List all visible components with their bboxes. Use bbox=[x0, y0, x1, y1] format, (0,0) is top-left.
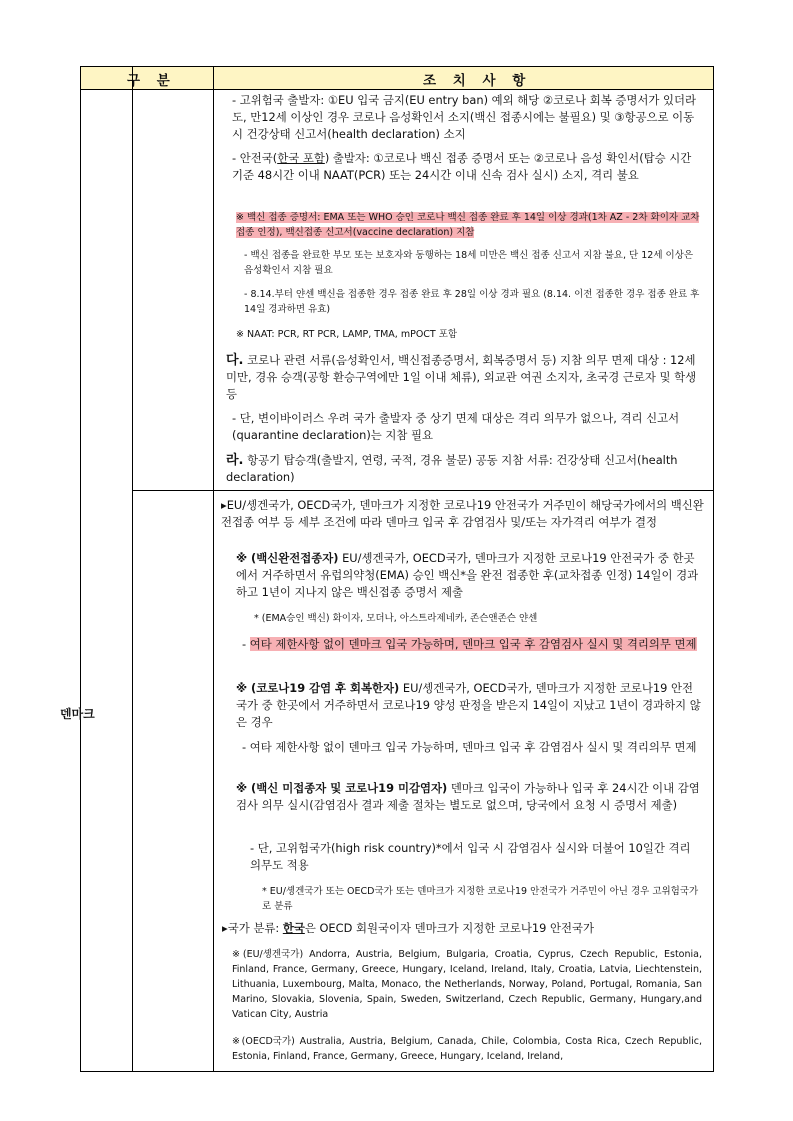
high-risk-departure-text: - 고위험국 출발자: ①EU 입국 금지(EU entry ban) 예외 해당 ②코로나 회복 증명서가 있더라도, 만12세 이상인 경우 코로나 음성확인서 소지(백신 접종시에는 불필요) 및 ③항공으로 이동시 건강상태 신고서(health declaration) 소지 bbox=[232, 93, 697, 141]
high-risk-quarantine-text: - 단, 고위험국가(high risk country)*에서 입국 시 감염검사 실시와 더불어 10일간 격리 의무도 적용 bbox=[250, 841, 695, 872]
country-classification-text: ▸국가 분류: 한국은 OECD 회원국이자 덴마크가 지정한 코로나19 안전국가 bbox=[222, 921, 595, 935]
table-header bbox=[81, 67, 713, 90]
vaccinated-result-text: - 여타 제한사항 없이 덴마크 입국 가능하며, 덴마크 입국 후 감염검사 실시 및 격리의무 면제 bbox=[242, 637, 697, 651]
eu-schengen-list: ※(EU/솅겐국가) Andorra, Austria, Belgium, Bulgaria, Croatia, Cyprus, Czech Republic, Estonia, Finland, France, Germany, Greece, Hungary, Iceland, Ireland, Italy, Croatia, Latvia, Liechtenstein, Lithuania, Luxembourg, Malta, Monaco, the Netherlands, Norway, Poland, Portugal, Romania, San Marino, Slovakia, Slovenia, Spain, Sweden, Switzerland, Czech Republic, Germany, Hungary,and Vatican City, Austria bbox=[232, 949, 706, 1020]
row-divider bbox=[132, 490, 713, 491]
naat-note: ※ NAAT: PCR, RT PCR, LAMP, TMA, mPOCT 포함 bbox=[236, 329, 458, 340]
country-label: 덴마크 bbox=[60, 707, 95, 721]
high-risk-definition-note: * EU/솅겐국가 또는 OECD국가 또는 덴마크가 지정한 코로나19 안전국가 거주민이 아닌 경우 고위험국가로 분류 bbox=[262, 886, 699, 912]
column-divider-2 bbox=[213, 67, 214, 1071]
variant-country-text: - 단, 변이바이러스 우려 국가 출발자 중 상기 면제 대상은 격리 의무가 없으나, 격리 신고서(quarantine declaration)는 지참 필요 bbox=[232, 411, 680, 442]
janssen-note: - 8.14.부터 얀센 백신을 접종한 경우 접종 완료 후 28일 이상 경과 필요 (8.14. 이전 접종한 경우 접종 완료 후 14일 경과하면 유효) bbox=[244, 289, 703, 315]
ema-vaccines-note: * (EMA승인 백신) 화이자, 모더나, 아스트라제네카, 존슨앤존슨 얀센 bbox=[254, 613, 538, 624]
minor-exemption-note: - 백신 접종을 완료한 부모 또는 보호자와 동행하는 18세 미만은 백신 접종 신고서 지참 불요, 단 12세 이상은 음성확인서 지참 필요 bbox=[244, 250, 697, 276]
common-documents-paragraph: 라. 항공기 탑승객(출발지, 연령, 국적, 경유 불문) 공동 지참 서류: 건강상태 신고서(health declaration) bbox=[226, 453, 682, 484]
oecd-list: ※(OECD국가) Australia, Austria, Belgium, Canada, Chile, Colombia, Costa Rica, Czech Republic, Estonia, Finland, France, Germany, Greece, Hungary, Iceland, Ireland, bbox=[232, 1036, 706, 1062]
denmark-intro-text: ▸EU/솅겐국가, OECD국가, 덴마크가 지정한 코로나19 안전국가 거주민이 해당국가에서의 백신완전접종 여부 등 세부 조건에 따라 덴마크 입국 후 감염검사 및/또는 자가격리 여부가 결정 bbox=[221, 498, 704, 529]
fully-vaccinated-text: ※ (백신완전접종자) EU/솅겐국가, OECD국가, 덴마크가 지정한 코로나19 안전국가 중 한곳에서 거주하면서 유럽의약청(EMA) 승인 백신*을 완전 접종한 후(교차접종 인정) 14일이 경과하고 1년이 지나지 않은 백신접종 증명서 제출 bbox=[236, 551, 699, 599]
exemption-paragraph: 다. 코로나 관련 서류(음성확인서, 백신접종증명서, 회복증명서 등) 지참 의무 면제 대상 : 12세 미만, 경유 승객(공항 환승구역에만 1일 이내 체류), 외교관 여권 소지자, 초국경 근로자 및 학생 등 bbox=[226, 353, 700, 401]
vaccine-certificate-note: ※ 백신 접종 증명서: EMA 또는 WHO 승인 코로나 백신 접종 완료 후 14일 이상 경과(1차 AZ - 2차 화이자 교차접종 인정), 백신접종 신고서(vaccine declaration) 지참 bbox=[236, 212, 700, 238]
safe-country-departure-text: - 안전국(한국 포함) 출발자: ①코로나 백신 접종 증명서 또는 ②코로나 음성 확인서(탑승 시간 기준 48시간 이내 NAAT(PCR) 또는 24시간 이내 신속 검사 실시) 소지, 격리 불요 bbox=[232, 151, 695, 182]
column-divider-1 bbox=[132, 67, 133, 1071]
recovered-text: ※ (코로나19 감염 후 회복한자) EU/솅겐국가, OECD국가, 덴마크가 지정한 코로나19 안전국가 중 한곳에서 거주하면서 코로나19 양성 판정을 받은지 14일이 지났고 1년이 경과하지 않은 경우 bbox=[236, 681, 701, 729]
header-category: 구 분 bbox=[127, 73, 176, 89]
recovered-result-text: - 여타 제한사항 없이 덴마크 입국 가능하며, 덴마크 입국 후 감염검사 실시 및 격리의무 면제 bbox=[242, 740, 697, 754]
unvaccinated-text: ※ (백신 미접종자 및 코로나19 미감염자) 덴마크 입국이 가능하나 입국 후 24시간 이내 감염검사 의무 실시(감염검사 결과 제출 절차는 별도로 없으며, 당국에서 요청 시 증명서 제출) bbox=[236, 781, 700, 812]
header-measures: 조 치 사 항 bbox=[423, 73, 532, 89]
